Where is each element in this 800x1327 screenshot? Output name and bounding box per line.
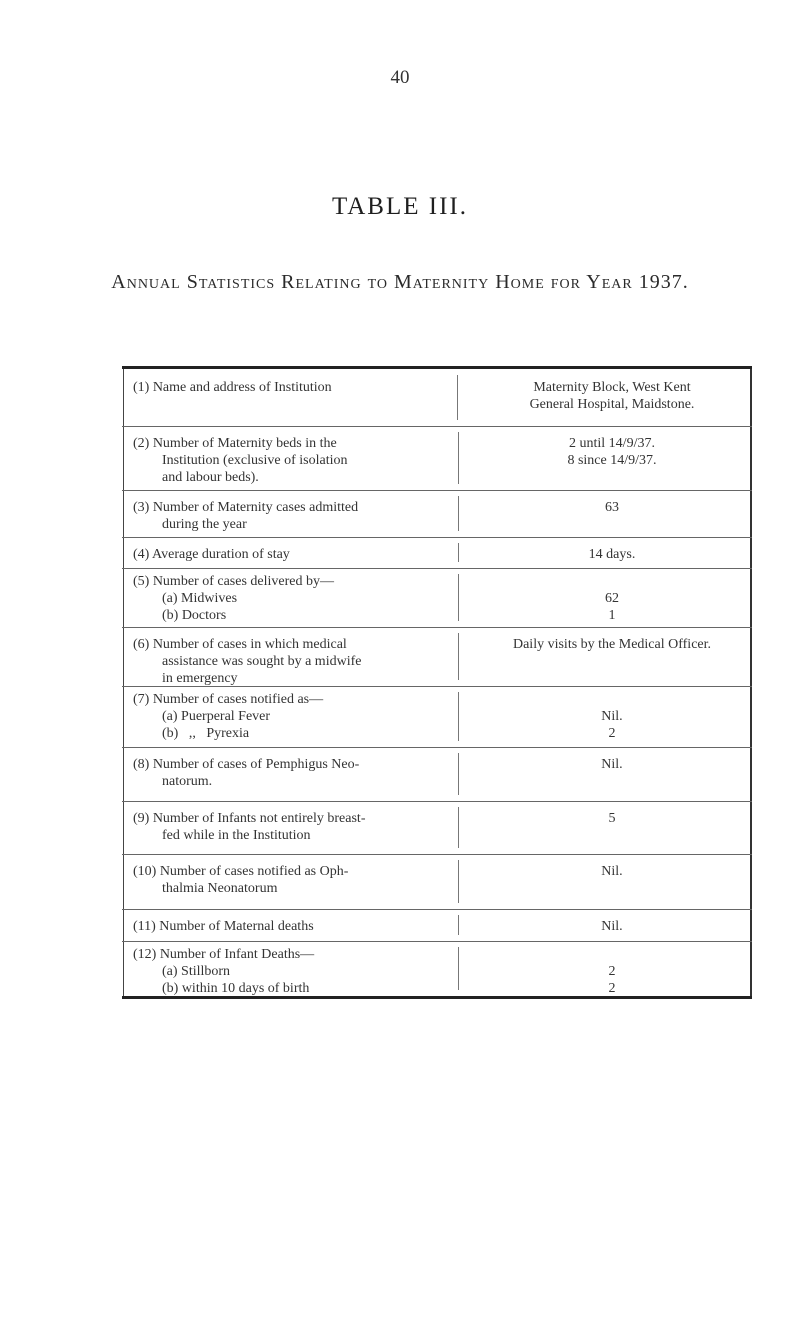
row-label bbox=[133, 810, 463, 844]
row-value-line: Nil. bbox=[601, 864, 623, 879]
table-row bbox=[122, 426, 752, 491]
row-label-line: (11) Number of Maternal deaths bbox=[133, 919, 314, 934]
row-label bbox=[133, 946, 463, 997]
row-label-line: assistance was sought by a midwife bbox=[162, 654, 362, 669]
row-label-line: (1) Name and address of Institution bbox=[133, 380, 332, 395]
row-value-line: General Hospital, Maidstone. bbox=[529, 397, 695, 412]
column-divider bbox=[458, 860, 459, 903]
row-label bbox=[133, 918, 463, 935]
row-value-line: 2 bbox=[608, 964, 616, 979]
row-value-line bbox=[472, 573, 752, 590]
row-value-line: 2 until 14/9/37. bbox=[569, 436, 655, 451]
row-label-line: (a) Puerperal Fever bbox=[162, 709, 271, 724]
table-row bbox=[122, 627, 752, 687]
row-label-line: (a) Midwives bbox=[162, 591, 238, 606]
table-row bbox=[122, 909, 752, 942]
column-divider bbox=[458, 633, 459, 680]
row-label-line: in emergency bbox=[162, 671, 238, 686]
row-label-line: (a) Stillborn bbox=[162, 964, 231, 979]
row-value-line: Nil. bbox=[601, 757, 623, 772]
row-label-line: thalmia Neonatorum bbox=[162, 881, 278, 896]
row-label-line: (5) Number of cases delivered by— bbox=[133, 574, 334, 589]
column-divider bbox=[458, 432, 459, 484]
row-label bbox=[133, 691, 463, 742]
column-divider bbox=[458, 807, 459, 848]
row-label bbox=[133, 499, 463, 533]
row-value bbox=[472, 546, 752, 563]
row-label bbox=[133, 636, 463, 687]
row-label bbox=[133, 379, 463, 396]
row-label-line: (9) Number of Infants not entirely breast- bbox=[133, 811, 366, 826]
row-value bbox=[472, 756, 752, 773]
row-label-line: (6) Number of cases in which medical bbox=[133, 637, 347, 652]
table-row bbox=[122, 941, 752, 996]
table-subtitle: Annual Statistics Relating to Maternity Home for Year 1937. bbox=[111, 271, 689, 293]
column-divider bbox=[458, 543, 459, 562]
row-value bbox=[472, 863, 752, 880]
row-value-line: 5 bbox=[608, 811, 616, 826]
row-value bbox=[472, 810, 752, 827]
row-label-line: during the year bbox=[162, 517, 247, 532]
table-row bbox=[122, 537, 752, 569]
row-value-line: Nil. bbox=[601, 919, 623, 934]
row-value-line: 2 bbox=[608, 726, 616, 741]
column-divider bbox=[458, 692, 459, 741]
statistics-table bbox=[122, 366, 752, 999]
table-row bbox=[122, 568, 752, 628]
row-label-line: (10) Number of cases notified as Oph- bbox=[133, 864, 349, 879]
row-value bbox=[472, 435, 752, 469]
row-value-line: 62 bbox=[605, 591, 619, 606]
row-value-line: 1 bbox=[608, 608, 616, 623]
row-label-line: (2) Number of Maternity beds in the bbox=[133, 436, 337, 451]
row-value-line: 2 bbox=[608, 981, 616, 996]
table-row bbox=[122, 490, 752, 538]
row-label bbox=[133, 546, 463, 563]
row-value-line: 8 since 14/9/37. bbox=[567, 453, 657, 468]
table-row bbox=[122, 686, 752, 748]
table-row bbox=[122, 369, 752, 427]
row-value-line: Daily visits by the Medical Officer. bbox=[512, 637, 712, 652]
row-label-line: (3) Number of Maternity cases admitted bbox=[133, 500, 359, 515]
table-title: TABLE III. bbox=[331, 193, 468, 220]
row-value bbox=[472, 918, 752, 935]
table-row bbox=[122, 801, 752, 855]
row-label-line: (b) Doctors bbox=[162, 608, 227, 623]
row-value bbox=[472, 946, 752, 997]
row-value bbox=[472, 499, 752, 516]
row-value bbox=[472, 636, 752, 653]
row-label bbox=[133, 435, 463, 486]
row-value-line: Maternity Block, West Kent bbox=[533, 380, 691, 395]
row-label-line: (8) Number of cases of Pemphigus Neo- bbox=[133, 757, 360, 772]
row-label-line: (7) Number of cases notified as— bbox=[133, 692, 324, 707]
row-value bbox=[472, 573, 752, 624]
row-label bbox=[133, 756, 463, 790]
table-row bbox=[122, 854, 752, 910]
column-divider bbox=[457, 375, 458, 420]
page-number: 40 bbox=[390, 67, 410, 88]
row-label-line: and labour beds). bbox=[162, 470, 259, 485]
row-value-line: 14 days. bbox=[588, 547, 636, 562]
row-value-line: 63 bbox=[605, 500, 619, 515]
row-label-line: (b) within 10 days of birth bbox=[162, 981, 310, 996]
column-divider bbox=[458, 574, 459, 621]
row-label-line: (4) Average duration of stay bbox=[133, 547, 290, 562]
column-divider bbox=[458, 915, 459, 935]
row-label-line: (12) Number of Infant Deaths— bbox=[133, 947, 315, 962]
row-value-line: Nil. bbox=[601, 709, 623, 724]
row-label-line: (b) ,, Pyrexia bbox=[162, 726, 250, 741]
row-value bbox=[472, 379, 752, 413]
row-value bbox=[472, 691, 752, 742]
row-label-line: Institution (exclusive of isolation bbox=[162, 453, 348, 468]
row-label bbox=[133, 863, 463, 897]
column-divider bbox=[458, 947, 459, 990]
column-divider bbox=[458, 753, 459, 795]
row-value-line bbox=[472, 946, 752, 963]
row-value-line bbox=[472, 691, 752, 708]
row-label bbox=[133, 573, 463, 624]
row-label-line: natorum. bbox=[162, 774, 213, 789]
table-row bbox=[122, 747, 752, 802]
column-divider bbox=[458, 496, 459, 531]
row-label-line: fed while in the Institution bbox=[162, 828, 311, 843]
